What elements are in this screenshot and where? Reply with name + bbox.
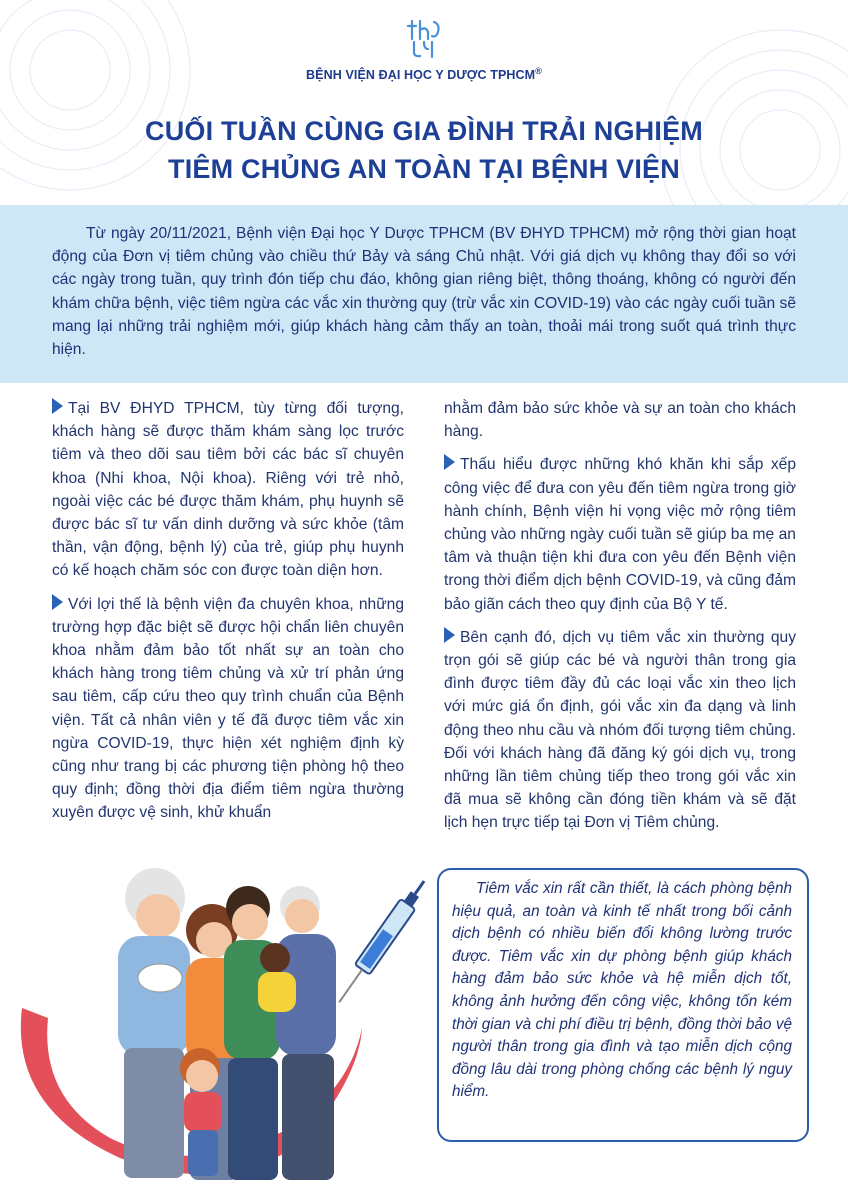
- left-paragraph-2: Với lợi thế là bệnh viện đa chuyên khoa, những trường hợp đặc biệt sẽ được hội chẩn liên chuyên khoa nhằm đảm bảo tốt nhất sự an toàn cho khách hàng trong tiêm chủng và xử trí phản ứng sau tiêm, cấp cứu theo quy trình chuẩn của Bệnh viện. Tất cả nhân viên y tế đã được tiêm vắc xin ngừa COVID-19, thực hiện xét nghiệm định kỳ cũng như trang bị các phương tiện phòng hộ theo quy định; đồng thời địa điểm tiêm ngừa thường xuyên được vệ sinh, khử khuẩn: [52, 595, 404, 822]
- grandpa-figure: [276, 886, 336, 1180]
- right-paragraph-continued: nhằm đảm bảo sức khỏe và sự an toàn cho khách hàng.: [444, 400, 796, 441]
- title-line-2: TIÊM CHỦNG AN TOÀN TẠI BỆNH VIỆN: [168, 154, 680, 184]
- cat-figure: [138, 964, 182, 992]
- arrow-bullet-icon: [444, 627, 455, 643]
- syringe-icon: [332, 876, 432, 1008]
- arrow-bullet-icon: [444, 454, 455, 470]
- right-column: [444, 397, 796, 835]
- left-column: [52, 397, 404, 825]
- intro-paragraph: Từ ngày 20/11/2021, Bệnh viện Đại học Y Dược TPHCM (BV ĐHYD TPHCM) mở rộng thời gian hoạt động của Đơn vị tiêm chủng vào chiều thứ Bảy và sáng Chủ nhật. Với giá dịch vụ không thay đổi so với các ngày trong tuần, quy trình đón tiếp chu đáo, không gian riêng biệt, thông thoáng, không có người đến khám chữa bệnh, việc tiêm ngừa các vắc xin thường quy (trừ vắc xin COVID-19) vào các ngày cuối tuần sẽ mang lại những trải nghiệm mới, giúp khách hàng cảm thấy an toàn, thoải mái trong suốt quá trình thực hiện.: [52, 225, 796, 359]
- family-vaccination-illustration: [0, 858, 440, 1200]
- grandma-figure: [118, 868, 190, 1178]
- hospital-logo-icon: [406, 18, 442, 60]
- title-line-1: CUỐI TUẦN CÙNG GIA ĐÌNH TRẢI NGHIỆM: [145, 116, 703, 146]
- right-paragraph-2: Bên cạnh đó, dịch vụ tiêm vắc xin thường quy trọn gói sẽ giúp các bé và người thân trong gia đình được tiêm đầy đủ các loại vắc xin theo lịch với mức giá ổn định, gói vắc xin đa dạng và linh động theo nhu cầu và nhóm đối tượng tiêm chủng. Đối với khách hàng đã đăng ký gói dịch vụ, trong những lần tiêm chủng tiếp theo trong gói vắc xin đã mua sẽ không cần đóng tiền khám và sẽ đặt lịch hẹn trực tiếp tại Đơn vị Tiêm chủng.: [444, 628, 796, 832]
- quote-text: Tiêm vắc xin rất cần thiết, là cách phòng bệnh hiệu quả, an toàn và kinh tế nhất trong bối cảnh dịch bệnh có nhiều biến đổi không lường trước được. Tiêm vắc xin dự phòng bệnh giúp khách hàng đảm bảo sức khỏe và hệ miễn dịch tốt, không ảnh hưởng đến công việc, không tốn kém thời gian và chi phí điều trị bệnh, đồng thời bảo vệ người thân trong gia đình và tạo miễn dịch cộng đồng lâu dài trong phòng chống các bệnh lý nguy hiểm.: [452, 880, 792, 1101]
- header: [0, 18, 848, 82]
- arrow-bullet-icon: [52, 398, 63, 414]
- left-paragraph-1: Tại BV ĐHYD TPHCM, tùy từng đối tượng, khách hàng sẽ được thăm khám sàng lọc trước tiêm và theo dõi sau tiêm bởi các bác sĩ chuyên khoa (Nhi khoa, Nội khoa). Riêng với trẻ nhỏ, ngoài việc các bé được thăm khám, phụ huynh sẽ được bác sĩ tư vấn dinh dưỡng và sức khỏe (tâm thần, vận động, bệnh lý) của trẻ, giúp phụ huynh có kế hoạch chăm sóc con được toàn diện hơn.: [52, 400, 404, 580]
- right-paragraph-1: Thấu hiểu được những khó khăn khi sắp xếp công việc để đưa con yêu đến tiêm ngừa trong giờ hành chính, Bệnh viện hi vọng việc mở rộng tiêm chủng vào những ngày cuối tuần sẽ giúp ba mẹ an tâm và thuận tiện khi đưa con yêu đến Bệnh viện trong thời điểm dịch bệnh COVID-19, và cũng đảm bảo giãn cách theo quy định của Bộ Y tế.: [444, 456, 796, 613]
- page-title: [0, 112, 848, 188]
- hospital-name: BỆNH VIỆN ĐẠI HỌC Y DƯỢC TPHCM®: [306, 66, 542, 83]
- arrow-bullet-icon: [52, 594, 63, 610]
